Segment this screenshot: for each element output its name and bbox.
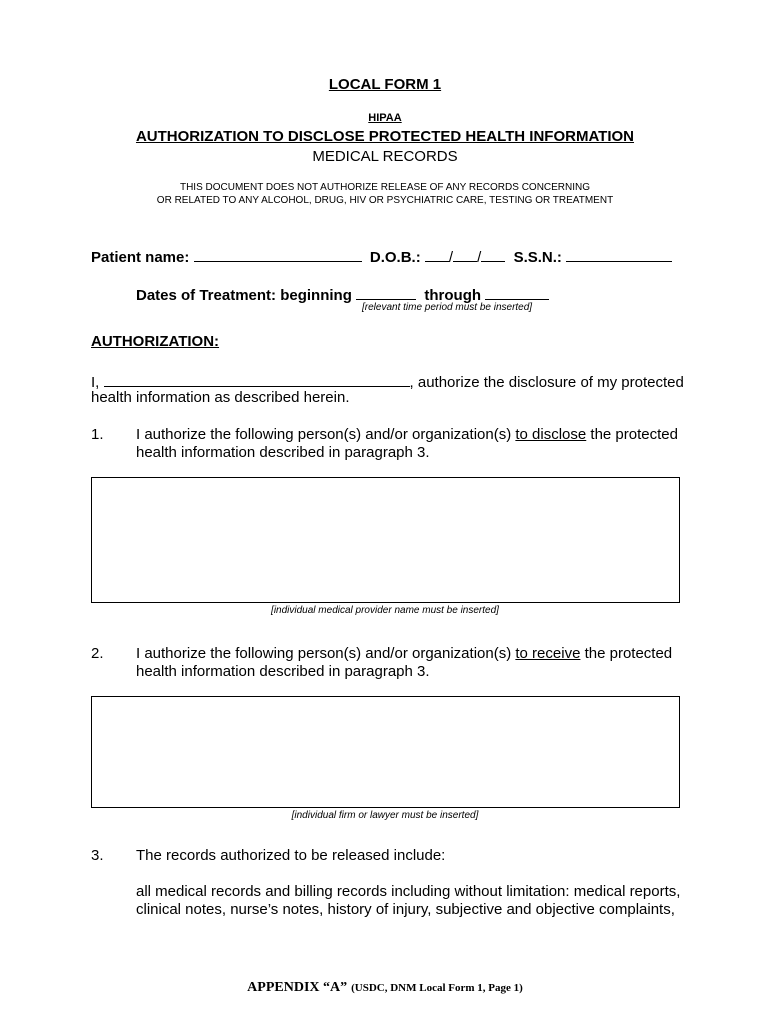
item-1-note: [individual medical provider name must be inserted] <box>271 605 499 616</box>
authorization-heading: AUTHORIZATION: <box>91 333 220 350</box>
patient-info-row <box>91 246 672 266</box>
subtitle: MEDICAL RECORDS <box>312 148 458 165</box>
ssn-label: S.S.N.: <box>513 249 562 266</box>
item-3-detail-line-2: clinical notes, nurse’s notes, history of injury, subjective and objective complaints, <box>136 901 675 918</box>
dob-day-field[interactable] <box>453 246 477 262</box>
item-2-note: [individual firm or lawyer must be inserted] <box>291 810 479 821</box>
dates-of-treatment-row <box>136 284 549 304</box>
patient-name-label: Patient name: <box>91 249 190 266</box>
item-1-line-2: health information described in paragraph 3. <box>136 444 430 461</box>
item-2-emphasis: to receive <box>515 645 581 662</box>
authorizer-name-field[interactable] <box>104 371 410 387</box>
intro-suffix: , authorize the disclosure of my protected <box>409 374 684 391</box>
hipaa-label: HIPAA <box>368 112 402 124</box>
ssn-field[interactable] <box>566 246 672 262</box>
through-label: through <box>424 287 482 304</box>
dates-note: [relevant time period must be inserted] <box>362 302 533 313</box>
item-1-text-post: the protected <box>586 426 678 443</box>
item-2-text-pre: I authorize the following person(s) and/or organization(s) <box>136 645 516 662</box>
receiving-party-box[interactable] <box>91 696 680 808</box>
beginning-date-field[interactable] <box>356 284 416 300</box>
dates-of-treatment-label: Dates of Treatment: beginning <box>136 287 352 304</box>
item-2-text-post: the protected <box>580 645 673 662</box>
intro-prefix: I, <box>91 374 100 391</box>
dob-label: D.O.B.: <box>369 249 421 266</box>
item-2-number: 2. <box>91 645 104 662</box>
item-1-text-pre: I authorize the following person(s) and/or organization(s) <box>136 426 516 443</box>
dob-separator-1: / <box>448 249 454 266</box>
dob-year-field[interactable] <box>481 246 505 262</box>
appendix-label: APPENDIX “A” <box>247 980 348 995</box>
notice-line-1: THIS DOCUMENT DOES NOT AUTHORIZE RELEASE OF ANY RECORDS CONCERNING <box>179 182 591 193</box>
through-date-field[interactable] <box>485 284 549 300</box>
authorization-intro-line-2: health information as described herein. <box>91 389 350 406</box>
main-title: AUTHORIZATION TO DISCLOSE PROTECTED HEALTH INFORMATION <box>135 128 635 145</box>
item-3-detail-line-1: all medical records and billing records including without limitation: medical reports, <box>136 883 681 900</box>
dob-separator-2: / <box>477 249 482 266</box>
item-1-line-1 <box>136 426 678 444</box>
page-footer <box>0 978 770 996</box>
footer-details: (USDC, DNM Local Form 1, Page 1) <box>351 982 523 994</box>
item-2-line-2: health information described in paragraph 3. <box>136 663 430 680</box>
dob-month-field[interactable] <box>425 246 449 262</box>
notice-line-2: OR RELATED TO ANY ALCOHOL, DRUG, HIV OR PSYCHIATRIC CARE, TESTING OR TREATMENT <box>156 195 614 206</box>
item-3-text: The records authorized to be released include: <box>136 847 446 864</box>
item-1-number: 1. <box>91 426 104 443</box>
item-1-emphasis: to disclose <box>515 426 587 443</box>
disclosing-party-box[interactable] <box>91 477 680 603</box>
item-3-number: 3. <box>91 847 104 864</box>
patient-name-field[interactable] <box>194 246 362 262</box>
form-title: LOCAL FORM 1 <box>328 76 442 93</box>
item-2-line-1 <box>136 645 672 663</box>
